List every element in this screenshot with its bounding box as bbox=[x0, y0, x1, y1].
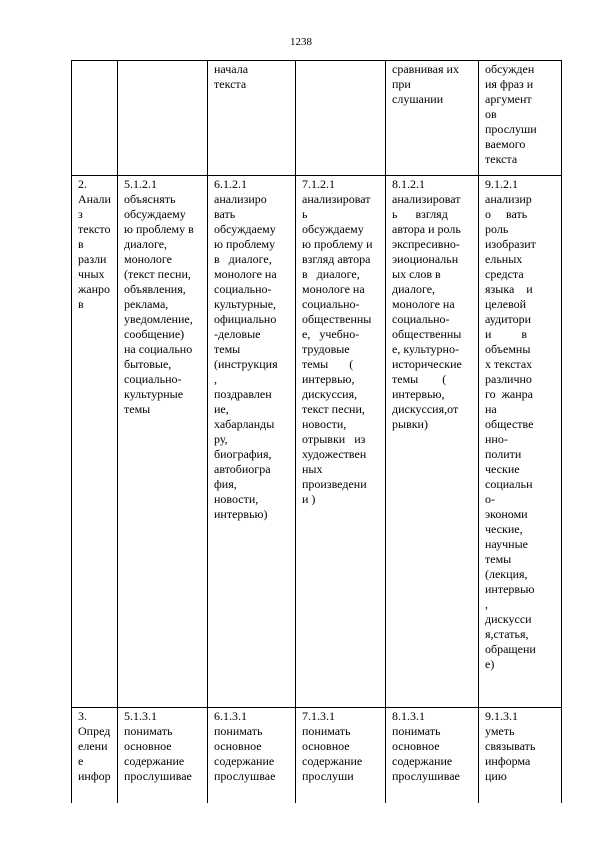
table-cell: 5.1.3.1 понимать основное содержание прослушивае bbox=[118, 708, 208, 803]
curriculum-table bbox=[71, 60, 562, 803]
table-row bbox=[72, 708, 562, 803]
table-cell: 7.1.3.1 понимать основное содержание прослуши bbox=[296, 708, 386, 803]
table-cell: 2. Анали з тексто в разли чных жанро в bbox=[72, 176, 118, 708]
table-cell: 9.1.2.1 анализир о вать роль изобразит ельных средста языка и целевой аудитори и в объемны х текстах различно го жанра на обществе нно- полити ческие социальн о- экономи ческие, научные темы (лекция, интервью , дискусси я,статья, обращени е) bbox=[479, 176, 562, 708]
table-cell: 5.1.2.1 объяснять обсуждаему ю проблему в диалоге, монологе (текст песни, объявления, реклама, уведомление, сообщение) на социально бытовые, социально- культурные темы bbox=[118, 176, 208, 708]
table-cell: 6.1.3.1 понимать основное содержание прослушвае bbox=[208, 708, 296, 803]
table-cell bbox=[296, 61, 386, 176]
table-cell: сравнивая их при слушании bbox=[386, 61, 479, 176]
table-cell: 7.1.2.1 анализироват ь обсуждаему ю проблему и взгляд автора в диалоге, монологе на социально- общественны е, учебно- трудовые темы ( интервью, дискуссия, текст песни, новости, отрывки из художествен ных произведени и ) bbox=[296, 176, 386, 708]
table-cell bbox=[72, 61, 118, 176]
table-cell: 8.1.2.1 анализироват ь взгляд автора и роль экспресивно- эиоциональн ых слов в диалоге, монологе на социально- общественны е, культурно- исторические темы ( интервью, дискуссия,от рывки) bbox=[386, 176, 479, 708]
table-cell: начала текста bbox=[208, 61, 296, 176]
table-cell: 9.1.3.1 уметь связывать информа цию bbox=[479, 708, 562, 803]
table-cell bbox=[118, 61, 208, 176]
table-row bbox=[72, 61, 562, 176]
table-row bbox=[72, 176, 562, 708]
table-cell: обсужден ия фраз и аргумент ов прослуши ваемого текста bbox=[479, 61, 562, 176]
table-cell: 8.1.3.1 понимать основное содержание прослушивае bbox=[386, 708, 479, 803]
table-cell: 6.1.2.1 анализиро вать обсуждаему ю проблему в диалоге, монологе на социально- культурные, официально -деловые темы (инструкция , поздравлен ие, хабарланды ру, биография, автобиогра фия, новости, интервью) bbox=[208, 176, 296, 708]
table-cell: 3. Опред елени е инфор bbox=[72, 708, 118, 803]
page-number: 1238 bbox=[290, 36, 312, 48]
